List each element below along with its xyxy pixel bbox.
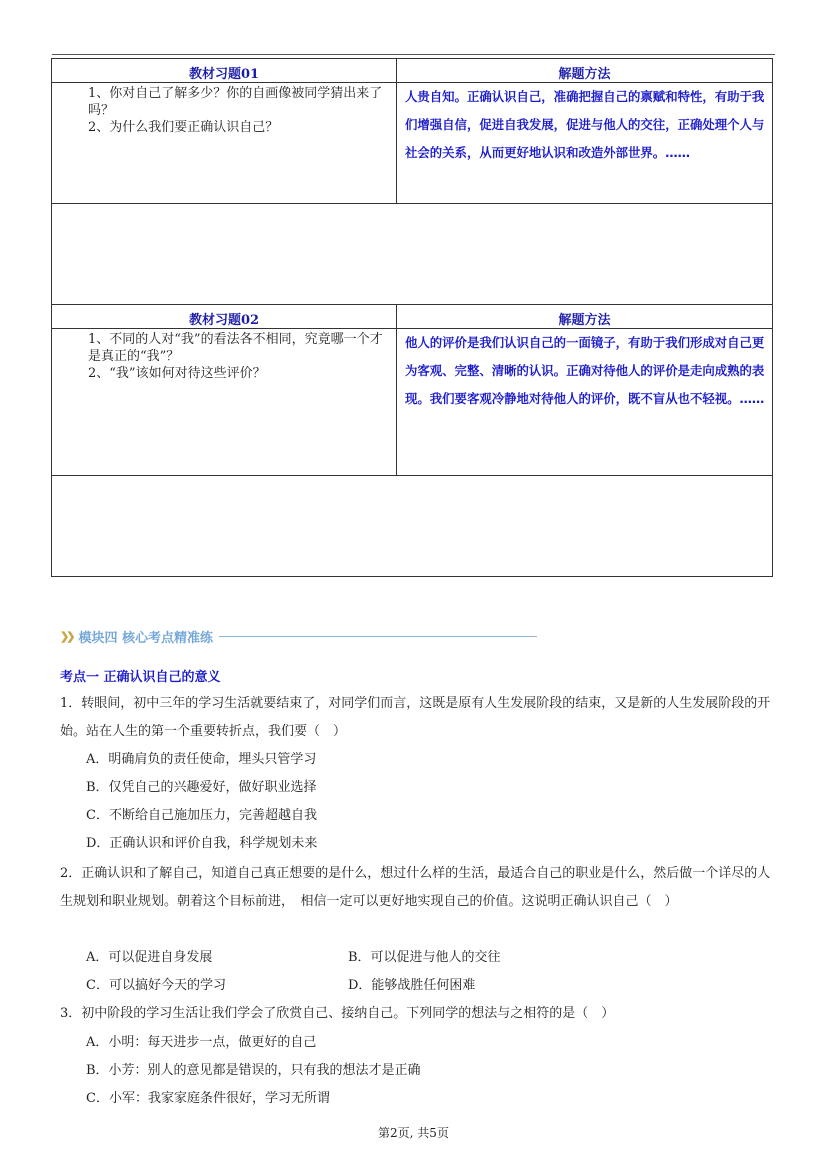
page-footer: 第2页, 共5页	[378, 1126, 449, 1140]
question-1-option-c: C．不断给自己施加压力，完善超越自我	[86, 808, 317, 823]
module-header	[60, 627, 537, 646]
double-chevron-icon: ❯❯	[60, 630, 73, 643]
question-2-option-d: D．能够战胜任何困难	[348, 978, 476, 993]
exercise-1-question-2: 2、为什么我们要正确认识自己？	[88, 120, 279, 135]
top-rule	[52, 54, 775, 55]
question-1-option-a: A．明确肩负的责任使命，埋头只管学习	[86, 752, 317, 767]
exercise-2-questions	[52, 329, 397, 476]
exercise-1-question-1: 1、你对自己了解多少？你的自画像被同学猜出来了吗？	[88, 86, 383, 118]
exercise-table	[51, 58, 773, 577]
question-2-option-b: B．可以促进与他人的交往	[348, 950, 501, 965]
exercise-2-method-text: 他人的评价是我们认识自己的一面镜子，有助于我们形成对自己更为客观、完整、清晰的认识。正确对待他人的评价是走向成熟的表现。我们要客观冷静地对待他人的评价，既不盲从也不轻视。……	[397, 329, 773, 476]
exercise-2-title: 教材习题02	[52, 305, 397, 329]
exercise-1-method-text: 人贵自知。正确认识自己，准确把握自己的禀赋和特性，有助于我们增强自信，促进自我发展，促进与他人的交往，正确处理个人与社会的关系，从而更好地认识和改造外部世界。……	[397, 83, 773, 204]
question-3-option-c: C．小军：我家家庭条件很好，学习无所谓	[86, 1091, 330, 1106]
module-divider	[219, 636, 537, 637]
exercise-2-method-title: 解题方法	[397, 305, 773, 329]
question-2-stem: 2．正确认识和了解自己，知道自己真正想要的是什么，想过什么样的生活，最适合自己的职业是什么，然后做一个详尽的人生规划和职业规划。朝着这个目标前进， 相信一定可以更好地实现自己的价值。这说明正确认识自己（ ）	[60, 866, 771, 909]
question-3-option-b: B．小芳：别人的意见都是错误的，只有我的想法才是正确	[86, 1063, 421, 1078]
question-3-stem: 3．初中阶段的学习生活让我们学会了欣赏自己、接纳自己。下列同学的想法与之相符的是（ ）	[60, 1006, 615, 1021]
exercise-2-question-2: 2、“我”该如何对待这些评价？	[88, 366, 266, 381]
question-1-option-b: B．仅凭自己的兴趣爱好，做好职业选择	[86, 780, 317, 795]
question-3-option-a: A．小明：每天进步一点，做更好的自己	[86, 1035, 317, 1050]
question-2-option-a: A．可以促进自身发展	[86, 950, 213, 965]
question-1-stem: 1．转眼间，初中三年的学习生活就要结束了，对同学们而言，这既是原有人生发展阶段的结束，又是新的人生发展阶段的开始。站在人生的第一个重要转折点，我们要（ ）	[60, 696, 771, 739]
exercise-1-title: 教材习题01	[52, 59, 397, 83]
exercise-2-answer-space	[52, 476, 773, 577]
module-title: 模块四 核心考点精准练	[78, 631, 213, 646]
question-2-option-c: C．可以搞好今天的学习	[86, 978, 226, 993]
exercise-2-question-1: 1、不同的人对“我”的看法各不相同，究竟哪一个才是真正的“我”？	[88, 332, 383, 364]
point-title: 考点一 正确认识自己的意义	[60, 670, 221, 685]
exercise-1-answer-space	[52, 204, 773, 305]
exercise-1-method-title: 解题方法	[397, 59, 773, 83]
exercise-1-questions	[52, 83, 397, 204]
question-1-option-d: D．正确认识和评价自我，科学规划未来	[86, 836, 318, 851]
